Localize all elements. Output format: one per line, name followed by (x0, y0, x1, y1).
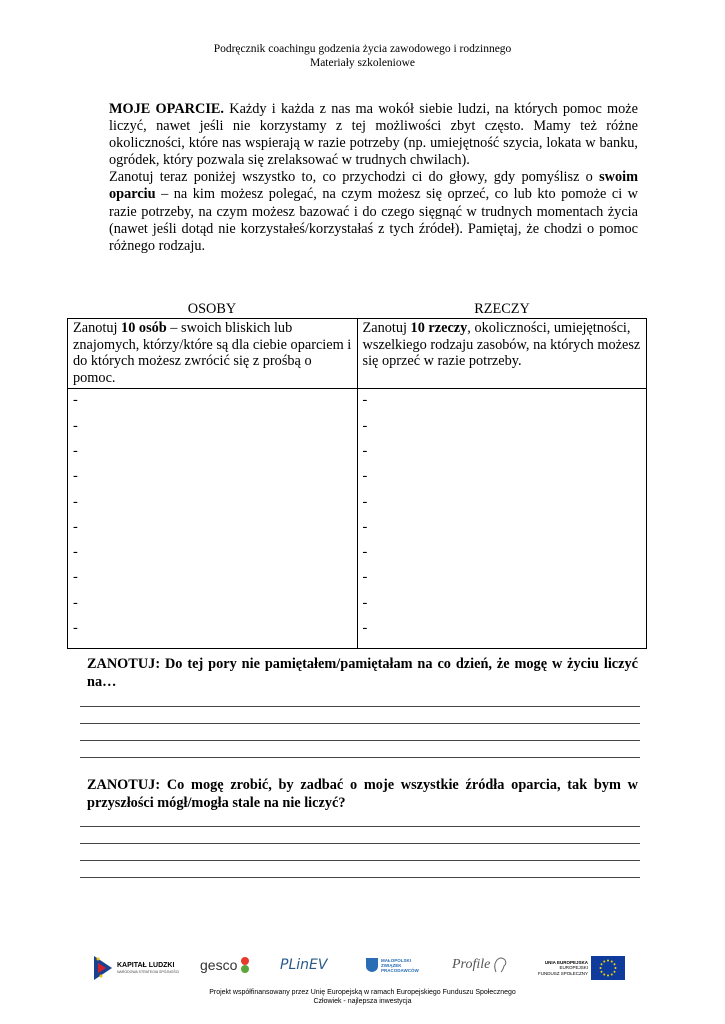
people-list[interactable] (68, 389, 358, 649)
things-instr-a: Zanotuj (362, 320, 411, 336)
answer-line-2[interactable] (80, 723, 640, 724)
mzp-shield-icon (365, 957, 379, 973)
page-header (0, 42, 725, 70)
things-instr-bold: 10 rzeczy (410, 320, 468, 336)
mzp-logo (365, 957, 419, 973)
list-item: - (362, 442, 368, 459)
list-item: - (73, 392, 78, 409)
table-list-row (68, 389, 647, 649)
mzp-line-2: ZWIĄZEK (381, 962, 402, 968)
intro-p2-b: – na kim możesz polegać, na czym możesz się oprzeć, co lub kto pomoże ci w razie potrzeby, na czym możesz bazować i do czego sięgnąć w trudnych momentach życia (nawet jeśli dotąd nie korzystałeś/korzystałaś z tych źródeł). Pamiętaj, że chodzi o pomoc różnego rodzaju. (109, 186, 638, 254)
answer-line-7[interactable] (80, 860, 640, 861)
intro-title: MOJE OPARCIE. (109, 101, 224, 117)
list-item: - (362, 468, 368, 485)
things-list[interactable] (357, 389, 647, 649)
footer-caption-2: Człowiek - najlepsza inwestycja (313, 998, 412, 1005)
people-instruction (68, 319, 358, 389)
page-footer (0, 950, 725, 1024)
answer-line-6[interactable] (80, 843, 640, 844)
intro-p2-a: Zanotuj teraz poniżej wszystko to, co przychodzi ci do głowy, gdy pomyślisz o (109, 169, 600, 186)
eu-line-3: FUNDUSZ SPOŁECZNY (538, 970, 589, 976)
eu-flag-icon (591, 956, 625, 980)
footer-caption-1: Projekt współfinansowany przez Unię Europejską w ramach Europejskiego Funduszu Społecznego (209, 989, 516, 996)
kapital-ludzki-emblem-icon (92, 954, 114, 982)
list-item: - (73, 594, 78, 611)
intro-p2-bold: swoim oparciu (109, 169, 638, 203)
footer-caption (0, 988, 725, 1006)
list-item: - (362, 569, 368, 586)
list-item: - (73, 544, 78, 561)
list-item: - (362, 417, 368, 434)
profile-head-icon (492, 956, 508, 974)
kapital-ludzki-logo (92, 954, 179, 982)
intro-p1-text: Każdy i każda z nas ma wokół siebie ludzi, na których pomoc może liczyć, nawet jeśli nie korzystamy z tej możliwości zbyt często. Mamy też różne okoliczności, które nas wspierają w razie potrzeby (np. umiejętność szycia, lokata w banku, ogródek, który pozwala się zrelaksować w trudnych chwilach). (109, 101, 638, 169)
people-instr-bold: 10 osób (121, 320, 167, 336)
answer-line-3[interactable] (80, 740, 640, 741)
mzp-line-3: PRACODAWCÓW (381, 967, 419, 973)
list-item: - (73, 468, 78, 485)
header-subtitle: Materiały szkoleniowe (309, 57, 416, 69)
list-item: - (73, 493, 78, 510)
plinev-logo (280, 957, 327, 973)
eu-logo (538, 956, 625, 980)
things-instruction (357, 319, 647, 389)
intro-paragraph-1 (109, 101, 638, 169)
list-item: - (362, 620, 368, 637)
list-item: - (362, 518, 368, 535)
list-item: - (73, 620, 78, 637)
list-item: - (73, 518, 78, 535)
list-item: - (362, 594, 368, 611)
profile-logo (452, 956, 508, 974)
header-title: Podręcznik coachingu godzenia życia zawodowego i rodzinnego (213, 43, 512, 55)
support-table (67, 318, 647, 649)
question-1: ZANOTUJ: Do tej pory nie pamiętałem/pamiętałam na co dzień, że mogę w życiu liczyć na… (87, 656, 638, 690)
answer-line-4[interactable] (80, 757, 640, 758)
eu-line-2: EUROPEJSKI (559, 965, 589, 971)
mzp-line-1: MAŁOPOLSKI (381, 957, 411, 963)
profile-wordmark: Profile (452, 957, 491, 972)
intro-paragraph-2 (109, 169, 638, 254)
answer-line-5[interactable] (80, 826, 640, 827)
answer-line-8[interactable] (80, 877, 640, 878)
list-item: - (362, 392, 368, 409)
gesco-dots-icon (238, 956, 252, 974)
list-item: - (73, 417, 78, 434)
answer-line-1[interactable] (80, 706, 640, 707)
list-item: - (362, 544, 368, 561)
kapital-ludzki-sub: NARODOWA STRATEGIA SPÓJNOŚCI (117, 969, 180, 974)
gesco-wordmark: gesco (200, 957, 238, 973)
question-2: ZANOTUJ: Co mogę zrobić, by zadbać o moje wszystkie źródła oparcia, tak bym w przyszłości mógł/mogła stale na nie liczyć? (87, 777, 638, 811)
kapital-ludzki-title: KAPITAŁ LUDZKI (117, 961, 175, 969)
eu-line-1: UNIA EUROPEJSKA (544, 959, 589, 965)
gesco-logo (200, 956, 252, 974)
column-title-things: RZECZY (474, 301, 530, 317)
people-instr-b: – swoich bliskich lub znajomych, którzy/które są dla ciebie oparciem i do których możesz zwrócić się z prośbą o pomoc. (73, 320, 352, 386)
list-item: - (362, 493, 368, 510)
column-title-people: OSOBY (187, 301, 237, 317)
table-header-row (68, 319, 647, 389)
list-item: - (73, 442, 78, 459)
list-item: - (73, 569, 78, 586)
plinev-wordmark: PLinEV (280, 957, 328, 973)
intro-text (109, 101, 638, 255)
things-instr-b: , okoliczności, umiejętności, wszelkiego rodzaju zasobów, na których możesz się oprzeć w razie potrzeby. (362, 320, 641, 370)
people-instr-a: Zanotuj (73, 320, 122, 336)
